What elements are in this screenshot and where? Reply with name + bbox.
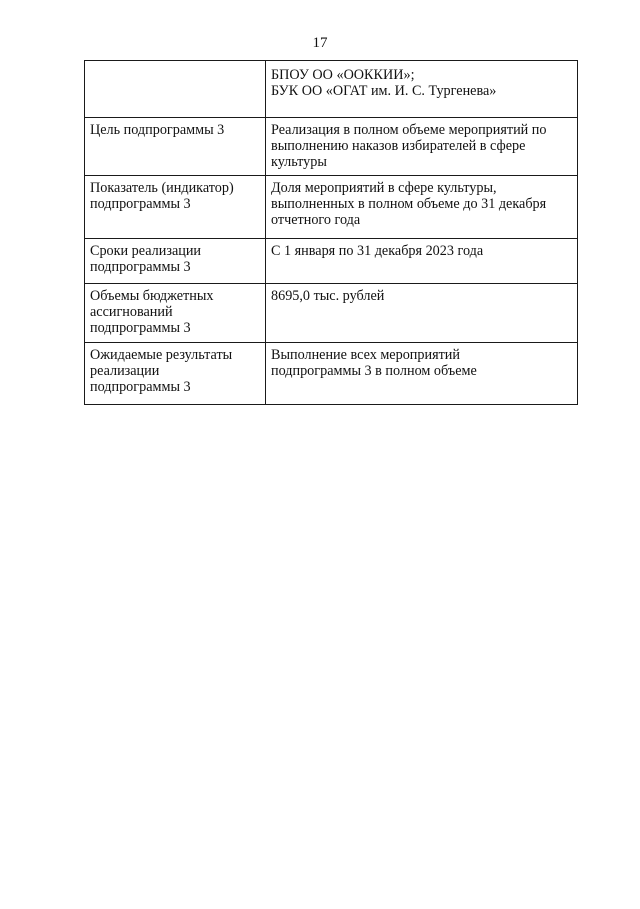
label-line: Объемы бюджетных bbox=[90, 288, 214, 304]
table-row-indicator bbox=[85, 176, 578, 239]
value-line: С 1 января по 31 декабря 2023 года bbox=[271, 243, 484, 259]
label-line: Сроки реализации bbox=[90, 243, 202, 259]
value-line: БУК ОО «ОГАТ им. И. С. Тургенева» bbox=[271, 83, 497, 99]
label-line: ассигнований bbox=[90, 304, 173, 320]
row-value-cell bbox=[266, 284, 578, 343]
label-line: подпрограммы 3 bbox=[90, 379, 191, 395]
table-row-timeline bbox=[85, 239, 578, 284]
table-row-goal bbox=[85, 118, 578, 176]
value-line: Реализация в полном объеме мероприятий по bbox=[271, 122, 547, 138]
table-row-executors bbox=[85, 61, 578, 118]
row-value-cell bbox=[266, 176, 578, 239]
row-label-cell bbox=[85, 343, 266, 405]
value-line: подпрограммы 3 в полном объеме bbox=[271, 363, 477, 379]
row-label-cell bbox=[85, 239, 266, 284]
row-value-cell bbox=[266, 61, 578, 118]
label-line: подпрограммы 3 bbox=[90, 196, 191, 212]
row-label-cell bbox=[85, 284, 266, 343]
page-number: 17 bbox=[312, 35, 328, 51]
row-label-cell bbox=[85, 61, 266, 118]
row-label-cell bbox=[85, 118, 266, 176]
value-line: БПОУ ОО «ООККИИ»; bbox=[271, 67, 415, 83]
label-line: подпрограммы 3 bbox=[90, 320, 191, 336]
label-line: подпрограммы 3 bbox=[90, 259, 191, 275]
value-line: 8695,0 тыс. рублей bbox=[271, 288, 385, 304]
table-row-expected-results bbox=[85, 343, 578, 405]
label-line: Показатель (индикатор) bbox=[90, 180, 234, 196]
value-line: выполнению наказов избирателей в сфере bbox=[271, 138, 526, 154]
row-value-cell bbox=[266, 239, 578, 284]
label-line: Цель подпрограммы 3 bbox=[90, 122, 225, 138]
row-label-cell bbox=[85, 176, 266, 239]
row-value-cell bbox=[266, 343, 578, 405]
table-row-budget bbox=[85, 284, 578, 343]
value-line: выполненных в полном объеме до 31 декабря bbox=[271, 196, 547, 212]
label-line: Ожидаемые результаты bbox=[90, 347, 233, 363]
value-line: Доля мероприятий в сфере культуры, bbox=[271, 180, 497, 196]
subprogram-passport-table bbox=[84, 60, 578, 405]
value-line: культуры bbox=[271, 154, 327, 170]
row-value-cell bbox=[266, 118, 578, 176]
label-line: реализации bbox=[90, 363, 160, 379]
value-line: Выполнение всех мероприятий bbox=[271, 347, 460, 363]
value-line: отчетного года bbox=[271, 212, 361, 228]
